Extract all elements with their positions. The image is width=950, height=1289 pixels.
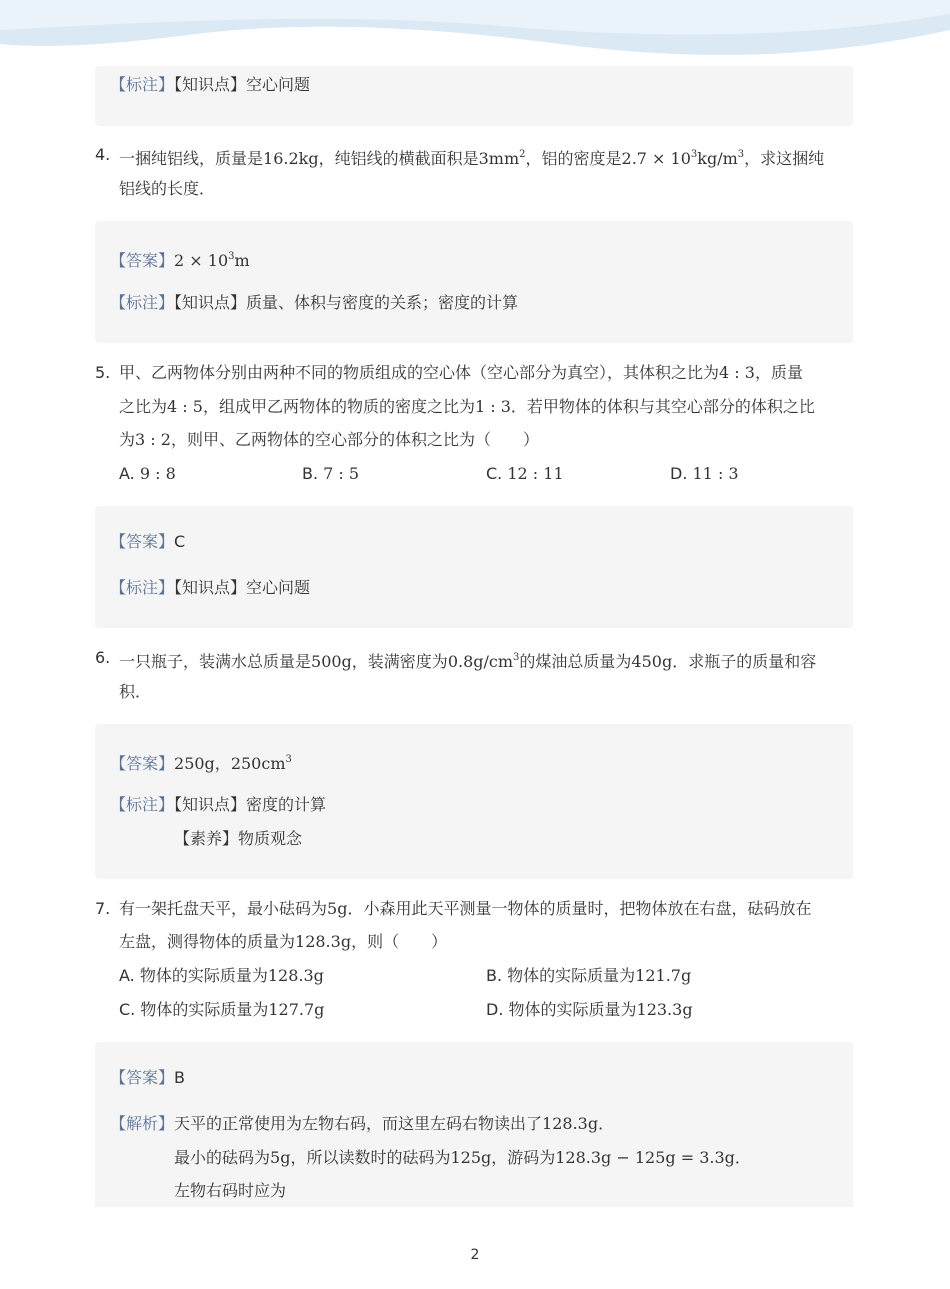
math: kg/m — [697, 149, 738, 168]
q3-note-block — [95, 66, 853, 126]
text: 最小的砝码为 — [174, 1148, 271, 1167]
text: 甲、乙两物体分别由两种不同的物质组成的空心体（空心部分为真空），其体积之比为 — [119, 363, 720, 382]
q5-option-a[interactable] — [119, 463, 176, 485]
text: ． — [598, 1114, 615, 1133]
text: ，装满密度为 — [351, 652, 448, 671]
question-number: 7. — [95, 899, 111, 918]
q5-option-b[interactable] — [302, 463, 359, 485]
header-wave-decoration — [0, 0, 950, 70]
option-value: 123.3g — [636, 1000, 693, 1019]
text: ，游码为 — [491, 1148, 556, 1167]
math: 16.2kg — [263, 149, 319, 168]
q7-option-b[interactable] — [486, 965, 691, 987]
option-value: 121.7g — [635, 966, 692, 985]
text: ，则甲、乙两物体的空心部分的体积之比为（ ） — [170, 430, 539, 449]
text: ．小森用此天平测量一物体的质量时，把物体放在右盘，砝码放在 — [347, 899, 812, 918]
q6-answer-block — [95, 724, 853, 879]
option-text: 物体的实际质量为 — [140, 1000, 269, 1019]
note-label: 【标注】 — [110, 75, 175, 94]
option-letter: B. — [302, 464, 319, 483]
q6-answer — [110, 749, 292, 775]
option-value: 12 : 11 — [507, 464, 564, 483]
text: 铝线的长度． — [119, 179, 216, 198]
text: ，求这捆纯 — [744, 149, 825, 168]
q6-note-2: 【素养】物质观念 — [174, 829, 303, 848]
option-letter: A. — [119, 464, 135, 483]
page-number: 2 — [470, 1247, 480, 1263]
option-value: 7 : 5 — [323, 464, 360, 483]
answer-value: B — [174, 1068, 185, 1087]
option-letter: C. — [486, 464, 503, 483]
math: 450g — [631, 652, 673, 671]
text: 之比为 — [119, 397, 168, 416]
q5-option-d[interactable] — [670, 463, 739, 485]
text: 的煤油总质量为 — [519, 652, 632, 671]
answer-label: 【答案】 — [110, 754, 175, 773]
text: 为 — [119, 430, 136, 449]
text: ，则（ ） — [351, 932, 448, 951]
text: 天平的正常使用为左物右码，而这里左码右物读出了 — [174, 1114, 543, 1133]
analysis-label: 【解析】 — [110, 1114, 175, 1133]
question-5 — [95, 362, 853, 487]
q4-answer — [110, 246, 250, 272]
q5-answer — [110, 531, 185, 553]
math: 0.8g/cm — [447, 652, 514, 671]
option-letter: D. — [486, 1000, 504, 1019]
option-letter: A. — [119, 966, 135, 985]
math: 128.3g — [295, 932, 352, 951]
math: 2.7 × 10 — [621, 149, 691, 168]
option-value: 9 : 8 — [139, 464, 176, 483]
math: 128.3g − 125g = 3.3g — [555, 1148, 735, 1167]
q7-answer-block — [95, 1042, 853, 1207]
q4-note — [110, 292, 518, 314]
note-text: 【知识点】空心问题 — [174, 578, 311, 597]
q4-answer-block — [95, 221, 853, 343]
text: ，质量 — [754, 363, 803, 382]
text: ，所以读数时的砝码为 — [290, 1148, 451, 1167]
text: 积． — [119, 682, 152, 701]
option-letter: D. — [670, 464, 688, 483]
option-letter: B. — [486, 966, 503, 985]
q7-option-a[interactable] — [119, 965, 324, 987]
text: 一捆纯铝线，质量是 — [119, 149, 264, 168]
superscript: 3 — [228, 251, 235, 262]
note-label: 【标注】 — [110, 795, 175, 814]
answer-value: C — [174, 532, 186, 551]
option-text: 物体的实际质量为 — [139, 966, 268, 985]
note-label: 【标注】 — [110, 578, 175, 597]
question-4 — [95, 144, 853, 204]
option-letter: C. — [119, 1000, 136, 1019]
question-number: 4. — [95, 145, 111, 164]
text: ，铝的密度是 — [525, 149, 622, 168]
superscript: 3 — [513, 652, 520, 663]
question-number: 6. — [95, 648, 111, 667]
q5-answer-block — [95, 506, 853, 628]
text: 有一架托盘天平，最小砝码为 — [119, 899, 328, 918]
math: 3mm — [478, 149, 520, 168]
q5-note — [110, 577, 310, 599]
answer-label: 【答案】 — [110, 1068, 175, 1087]
note-text: 【知识点】密度的计算 — [174, 795, 327, 814]
superscript: 3 — [690, 149, 698, 160]
note-label: 【标注】 — [110, 293, 175, 312]
q7-analysis-line-1 — [110, 1113, 614, 1135]
math: 125g — [450, 1148, 492, 1167]
answer-value: 250cm — [230, 754, 286, 773]
math: 4 : 3 — [719, 363, 755, 382]
q7-option-c[interactable] — [119, 999, 324, 1021]
text: ，纯铝线的横截面积是 — [318, 149, 479, 168]
q7-analysis-line-3: 左物右码时应为 — [174, 1181, 287, 1200]
note-text: 【知识点】空心问题 — [174, 75, 311, 94]
text: ． — [734, 1148, 751, 1167]
option-value: 127.7g — [268, 1000, 325, 1019]
note-text: 【知识点】质量、体积与密度的关系；密度的计算 — [174, 293, 519, 312]
answer-label: 【答案】 — [110, 532, 175, 551]
math: 5g — [270, 1148, 291, 1167]
text: 左盘，测得物体的质量为 — [119, 932, 296, 951]
q7-option-d[interactable] — [486, 999, 693, 1021]
text: ．若甲物体的体积与其空心部分的体积之比 — [510, 397, 815, 416]
text: 一只瓶子，装满水总质量是 — [119, 652, 312, 671]
separator: ， — [214, 754, 231, 773]
math: 1 : 3 — [474, 397, 511, 416]
q3-note — [110, 74, 310, 96]
q7-analysis-line-2 — [174, 1147, 751, 1169]
option-text: 物体的实际质量为 — [508, 1000, 637, 1019]
answer-unit: m — [234, 251, 250, 270]
question-number: 5. — [95, 363, 111, 382]
superscript: 3 — [285, 754, 292, 765]
answer-value: 2 × 10 — [174, 251, 229, 270]
superscript: 3 — [737, 149, 745, 160]
math: 128.3g — [542, 1114, 599, 1133]
q7-answer — [110, 1067, 185, 1089]
q5-option-c[interactable] — [486, 463, 564, 485]
question-7 — [95, 898, 853, 958]
math: 5g — [327, 899, 348, 918]
option-value: 11 : 3 — [692, 464, 739, 483]
answer-label: 【答案】 — [110, 251, 175, 270]
answer-value: 250g — [174, 754, 215, 773]
superscript: 2 — [519, 149, 526, 160]
text: ．求瓶子的质量和容 — [672, 652, 817, 671]
text: ，组成甲乙两物体的物质的密度之比为 — [202, 397, 475, 416]
math: 500g — [311, 652, 352, 671]
math: 4 : 5 — [167, 397, 203, 416]
math: 3 : 2 — [135, 430, 171, 449]
option-text: 物体的实际质量为 — [507, 966, 636, 985]
option-value: 128.3g — [267, 966, 324, 985]
q6-note — [110, 794, 326, 816]
question-6 — [95, 647, 853, 707]
